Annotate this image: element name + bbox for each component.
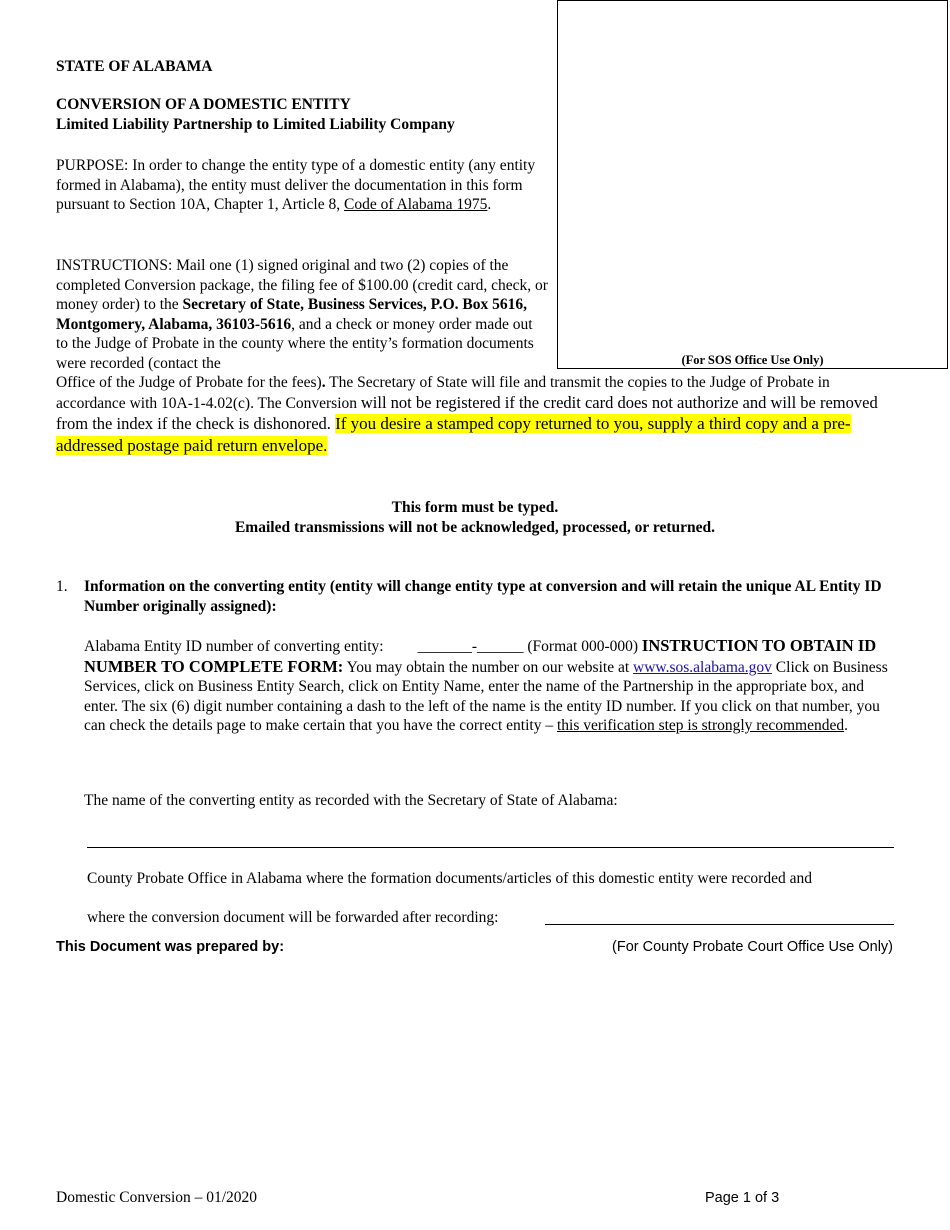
instructions-text-3: Office of the Judge of Probate for the fees) bbox=[56, 374, 322, 391]
sos-office-use-label: (For SOS Office Use Only) bbox=[681, 353, 824, 367]
instructions-text-4: The Secretary of State will file and transmit the copies to the Judge of Probate in accordance with 10A-1-4.02(c). The Conversion bbox=[56, 374, 830, 412]
instructions-period: . bbox=[321, 374, 326, 391]
section-number: 1. bbox=[56, 578, 68, 595]
county-probate-field[interactable] bbox=[545, 924, 894, 925]
purpose-text: PURPOSE: In order to change the entity type of a domestic entity (any entity formed in Alabama), the entity must deliver the documentation in this form pursuant to Section 10A, Chapter 1, Article 8, bbox=[56, 157, 536, 213]
entity-name-field[interactable] bbox=[87, 847, 894, 848]
instructions-paragraph bbox=[56, 256, 548, 373]
typed-notice: This form must be typed. bbox=[391, 499, 559, 516]
stamped-copy-highlight: If you desire a stamped copy returned to you, supply a third copy and a pre-addressed postage paid return envelope. bbox=[56, 414, 851, 455]
form-subtitle: Limited Liability Partnership to Limited Liability Company bbox=[56, 116, 455, 133]
instructions-continuation bbox=[56, 373, 896, 456]
sos-website-link[interactable]: www.sos.alabama.gov bbox=[633, 658, 772, 676]
id-instruction-heading: INSTRUCTION TO OBTAIN ID NUMBER TO COMPLETE FORM: bbox=[84, 636, 877, 676]
entity-id-field[interactable]: _______-______ bbox=[417, 638, 524, 655]
entity-id-paragraph bbox=[84, 636, 899, 736]
sos-mailing-address: Secretary of State, Business Services, P.O. Box 5616, Montgomery, Alabama, 36103-5616 bbox=[56, 296, 527, 333]
entity-id-label: Alabama Entity ID number of converting entity: bbox=[84, 638, 384, 655]
id-instruction-rest: Click on Business Services, click on Business Entity Search, click on Entity Name, enter the name of the Partnership in the appropriate box, and enter. The six (6) digit number containing a dash to the left of the name is the entity ID number. If you click on that number, you can check the details page to make certain that you have the correct entity – bbox=[84, 658, 888, 734]
verification-note: this verification step is strongly recommended bbox=[556, 717, 845, 734]
prepared-by-label: This Document was prepared by: bbox=[56, 939, 285, 955]
code-of-alabama-reference: Code of Alabama 1975 bbox=[344, 196, 488, 213]
entity-id-format: (Format 000-000) bbox=[523, 638, 642, 655]
verification-end: . bbox=[844, 717, 848, 734]
county-probate-label: County Probate Office in Alabama where the formation documents/articles of this domestic entity were recorded and bbox=[87, 870, 812, 887]
instructions-text-2: , and a check or money order made out to the Judge of Probate in the county where the entity’s formation documents were recorded (contact the bbox=[56, 315, 534, 372]
form-title: CONVERSION OF A DOMESTIC ENTITY bbox=[56, 96, 351, 113]
email-notice: Emailed transmissions will not be acknowledged, processed, or returned. bbox=[234, 519, 716, 536]
state-heading: STATE OF ALABAMA bbox=[56, 58, 213, 75]
entity-name-label: The name of the converting entity as recorded with the Secretary of State of Alabama: bbox=[84, 792, 618, 809]
county-office-use-label: (For County Probate Court Office Use Only) bbox=[612, 939, 893, 955]
sos-office-use-box bbox=[557, 0, 948, 369]
purpose-end: . bbox=[487, 196, 492, 213]
county-forward-label: where the conversion document will be forwarded after recording: bbox=[87, 909, 499, 926]
instructions-text-5: will not be registered if the credit card does not authorize and will be removed from the index if the check is dishonored. bbox=[56, 392, 878, 433]
section-heading: Information on the converting entity (entity will change entity type at conversion and will retain the unique AL Entity ID Number originally assigned): bbox=[84, 578, 882, 615]
form-id-footer: Domestic Conversion – 01/2020 bbox=[56, 1189, 258, 1206]
instructions-text-1: INSTRUCTIONS: Mail one (1) signed original and two (2) copies of the completed Conversion package, the filing fee of $100.00 (credit card, check, or money order) to the bbox=[56, 257, 548, 313]
page-number: Page 1 of 3 bbox=[705, 1190, 780, 1206]
purpose-paragraph bbox=[56, 156, 548, 215]
id-instruction-text: You may obtain the number on our website at bbox=[343, 658, 634, 676]
